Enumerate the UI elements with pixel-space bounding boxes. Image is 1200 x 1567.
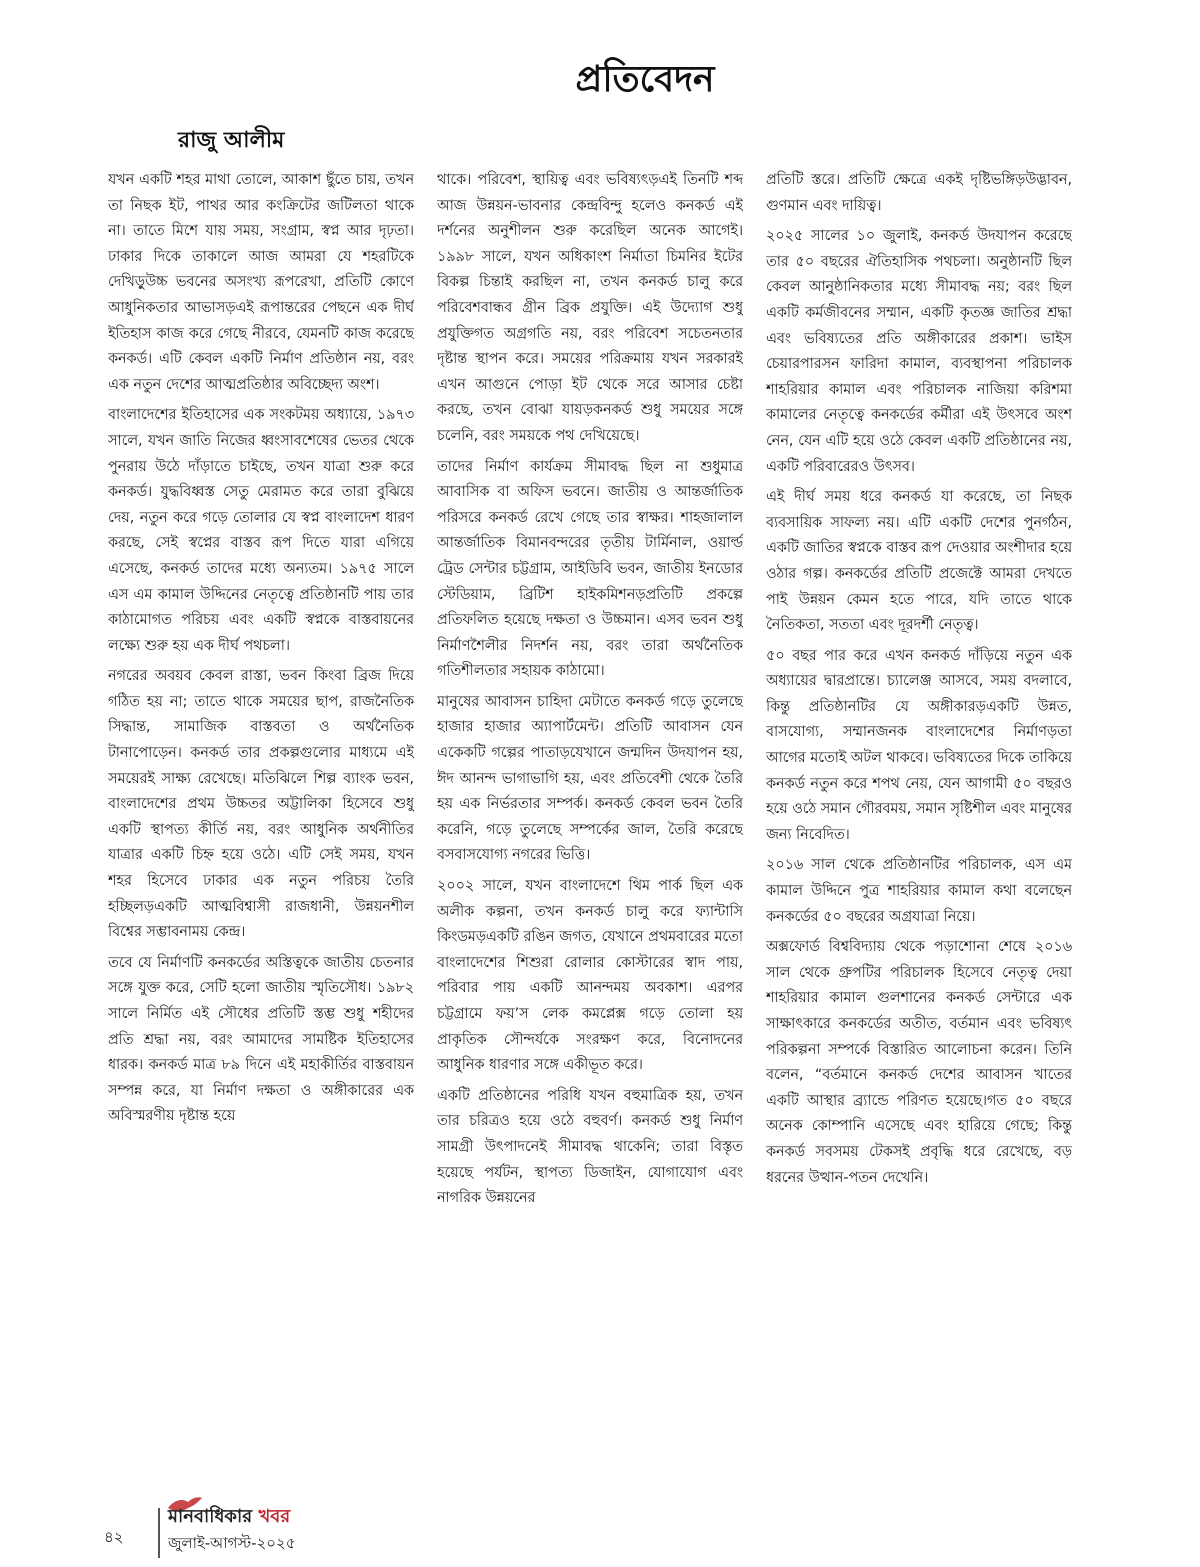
article-column-1 [108,168,414,1538]
magazine-name-accent: খবর [258,1506,291,1527]
page-footer [0,1490,1200,1567]
paragraph: মানুষের আবাসন চাহিদা মেটাতে কনকর্ড গড়ে তুলেছে হাজার হাজার অ্যাপার্টমেন্ট। প্রতিটি আবাসন যেন একেকটি গল্পের পাতাড়যেখানে জন্মদিন উদযাপন হয়, ঈদ আনন্দ ভাগাভাগি হয়, এবং প্রতিবেশী থেকে তৈরি হয় এক নির্ভরতার সম্পর্ক। কনকর্ড কেবল ভবন তৈরি করেনি, গড়ে তুলেছে সম্পর্কের জাল, তৈরি করেছে বসবাসযোগ্য নগরের ভিত্তি। [437,693,743,864]
section-title: প্রতিবেদন [575,58,715,100]
paragraph: ২০১৬ সাল থেকে প্রতিষ্ঠানটির পরিচালক, এস এম কামাল উদ্দিনে পুত্র শাহরিয়ার কামাল কথা বলেছেন কনকর্ডের ৫০ বছরের অগ্রযাত্রা নিয়ে। [766,857,1072,925]
paragraph: থাকে। পরিবেশ, স্থায়িত্ব এবং ভবিষ্যৎড়এই তিনটি শব্দ আজ উন্নয়ন-ভাবনার কেন্দ্রবিন্দু হলেও কনকর্ড এই দর্শনের অনুশীলন শুরু করেছিল অনেক আগেই। ১৯৯৮ সালে, যখন অধিকাংশ নির্মাতা চিমনির ইটের বিকল্প চিন্তাই করছিল না, তখন কনকর্ড চালু করে পরিবেশবান্ধব গ্রীন ব্রিক প্রযুক্তি। এই উদ্যোগ শুধু প্রযুক্তিগত অগ্রগতি নয়, বরং পরিবেশ সচেতনতার দৃষ্টান্ত স্থাপন করে। সময়ের পরিক্রমায় যখন সরকারই এখন আগুনে পোড়া ইট থেকে সরে আসার চেষ্টা করছে, তখন বোঝা যায়ড়কনকর্ড শুধু সময়ের সঙ্গে চলেনি, বরং সময়কে পথ দেখিয়েছে। [437,172,743,444]
paragraph: তাদের নির্মাণ কার্যক্রম সীমাবদ্ধ ছিল না শুধুমাত্র আবাসিক বা অফিস ভবনে। জাতীয় ও আন্তর্জাতিক পরিসরে কনকর্ড রেখে গেছে তার স্বাক্ষর। শাহজালাল আন্তর্জাতিক বিমানবন্দরের তৃতীয় টার্মিনাল, ওয়ার্ল্ড ট্রেড সেন্টার চট্টগ্রাম, আইডিবি ভবন, জাতীয় ইনডোর স্টেডিয়াম, ব্রিটিশ হাইকমিশনড়প্রতিটি প্রকল্পে প্রতিফলিত হয়েছে দক্ষতা ও উচ্চমান। এসব ভবন শুধু নির্মাণশৈলীর নিদর্শন নয়, বরং তারা অর্থনৈতিক গতিশীলতার সহায়ক কাঠামো। [437,458,743,680]
article-column-2 [437,168,743,1538]
issue-date: জুলাই-আগস্ট-২০২৫ [168,1534,296,1552]
paragraph: একটি প্রতিষ্ঠানের পরিধি যখন বহুমাত্রিক হয়, তখন তার চরিত্রও হয়ে ওঠে বহুবর্ণ। কনকর্ড শুধু নির্মাণ সামগ্রী উৎপাদনেই সীমাবদ্ধ থাকেনি; তারা বিস্তৃত হয়েছে পর্যটন, স্থাপত্য ডিজাইন, যোগাযোগ এবং নাগরিক উন্নয়নের [437,1087,743,1207]
paragraph: প্রতিটি স্তরে। প্রতিটি ক্ষেত্রে একই দৃষ্টিভঙ্গিড়উদ্ভাবন, গুণমান এবং দায়িত্ব। [766,172,1072,214]
author-name: রাজু আলীম [178,128,285,153]
page-number: ৪২ [104,1528,124,1546]
paragraph: ২০০২ সালে, যখন বাংলাদেশে থিম পার্ক ছিল এক অলীক কল্পনা, তখন কনকর্ড চালু করে ফ্যান্টাসি কিংডমড়একটি রঙিন জগত, যেখানে প্রথমবারের মতো বাংলাদেশের শিশুরা রোলার কোস্টারের স্বাদ পায়, পরিবার পায় একটি আনন্দময় অবকাশ। এরপর চট্টগ্রামে ফয়’স লেক কমপ্লেক্স গড়ে তোলা হয় প্রাকৃতিক সৌন্দর্যকে সংরক্ষণ করে, বিনোদনের আধুনিক ধারণার সঙ্গে একীভূত করে। [437,878,743,1074]
magazine-name [168,1502,290,1533]
paragraph: অক্সফোর্ড বিশ্ববিদ্যায় থেকে পড়াশোনা শেষে ২০১৬ সাল থেকে গ্রুপটির পরিচালক হিসেবে নেতৃত্ব দেয়া শাহরিয়ার কামাল গুলশানের কনকর্ড সেন্টারে এক সাক্ষাৎকারে কনকর্ডের অতীত, বর্তমান এবং ভবিষ্যৎ পরিকল্পনা সম্পর্কে বিস্তারিত আলোচনা করেন। তিনি বলেন, “বর্তমানে কনকর্ড দেশের আবাসন খাতের একটি আস্থার ব্র্যান্ডে পরিণত হয়েছে।গত ৫০ বছরে অনেক কোম্পানি এসেছে এবং হারিয়ে গেছে; কিন্তু কনকর্ড সবসময় টেকসই প্রবৃদ্ধি ধরে রেখেছে, বড় ধরনের উত্থান-পতন দেখেনি। [766,939,1072,1186]
paragraph: বাংলাদেশের ইতিহাসের এক সংকটময় অধ্যায়ে, ১৯৭৩ সালে, যখন জাতি নিজের ধ্বংসাবশেষের ভেতর থেকে পুনরায় উঠে দাঁড়াতে চাইছে, তখন যাত্রা শুরু করে কনকর্ড। যুদ্ধবিধ্বস্ত সেতু মেরামত করে তারা বুঝিয়ে দেয়, নতুন করে গড়ে তোলার যে স্বপ্ন বাংলাদেশ ধারণ করছে, সেই স্বপ্নের বাস্তব রূপ দিতে যারা এগিয়ে এসেছে, কনকর্ড তাদের মধ্যে অন্যতম। ১৯৭৫ সালে এস এম কামাল উদ্দিনের নেতৃত্বে প্রতিষ্ঠানটি পায় তার কাঠামোগত পরিচয় এবং একটি স্বপ্নকে বাস্তবায়নের লক্ষ্যে শুরু হয় এক দীর্ঘ পথচলা। [108,407,414,654]
paragraph: যখন একটি শহর মাথা তোলে, আকাশ ছুঁতে চায়, তখন তা নিছক ইট, পাথর আর কংক্রিটের জটিলতা থাকে না। তাতে মিশে যায় সময়, সংগ্রাম, স্বপ্ন আর দৃঢ়তা। ঢাকার দিকে তাকালে আজ আমরা যে শহরটিকে দেখিড়ুউচ্চ ভবনের অসংখ্য রূপরেখা, প্রতিটি কোণে আধুনিকতার আভাসড়এই রূপান্তরের পেছনে এক দীর্ঘ ইতিহাস কাজ করে গেছে নীরবে, যেমনটি কাজ করেছে কনকর্ড। এটি কেবল একটি নির্মাণ প্রতিষ্ঠান নয়, বরং এক নতুন দেশের আত্মপ্রতিষ্ঠার অবিচ্ছেদ্য অংশ। [108,172,414,393]
paragraph: এই দীর্ঘ সময় ধরে কনকর্ড যা করেছে, তা নিছক ব্যবসায়িক সাফল্য নয়। এটি একটি দেশের পুনর্গঠন, একটি জাতির স্বপ্নকে বাস্তব রূপ দেওয়ার অংশীদার হয়ে ওঠার গল্প। কনকর্ডের প্রতিটি প্রজেক্টে আমরা দেখতে পাই উন্নয়ন কেমন হতে পারে, যদি তাতে থাকে নৈতিকতা, সততা এবং দূরদর্শী নেতৃত্ব। [766,489,1072,634]
paragraph: ২০২৫ সালের ১০ জুলাই, কনকর্ড উদযাপন করেছে তার ৫০ বছরের ঐতিহাসিক পথচলা। অনুষ্ঠানটি ছিল কেবল আনুষ্ঠানিকতার মধ্যে সীমাবদ্ধ নয়; বরং ছিল একটি কর্মজীবনের সম্মান, একটি কৃতজ্ঞ জাতির শ্রদ্ধা এবং ভবিষ্যতের প্রতি অঙ্গীকারের প্রকাশ। ভাইস চেয়ারপারসন ফারিদা কামাল, ব্যবস্থাপনা পরিচালক শাহরিয়ার কামাল এবং পরিচালক নাজিয়া করিশমা কামালের নেতৃত্বে কনকর্ডের কর্মীরা এই উৎসবে অংশ নেন, যেন এটি হয়ে ওঠে কেবল একটি প্রতিষ্ঠানের নয়, একটি পরিবারেরও উৎসব। [766,228,1072,475]
paragraph: ৫০ বছর পার করে এখন কনকর্ড দাঁড়িয়ে নতুন এক অধ্যায়ের দ্বারপ্রান্তে। চ্যালেঞ্জ আসবে, সময় বদলাবে, কিন্তু প্রতিষ্ঠানটির যে অঙ্গীকারড়একটি উন্নত, বাসযোগ্য, সম্মানজনক বাংলাদেশের নির্মাণড়তা আগের মতোই অটল থাকবে। ভবিষ্যতের দিকে তাকিয়ে কনকর্ড নতুন করে শপথ নেয়, যেন আগামী ৫০ বছরও হয়ে ওঠে সমান গৌরবময়, সমান সৃষ্টিশীল এবং মানুষের জন্য নিবেদিত। [766,647,1072,843]
paragraph: নগরের অবয়ব কেবল রাস্তা, ভবন কিংবা ব্রিজ দিয়ে গঠিত হয় না; তাতে থাকে সময়ের ছাপ, রাজনৈতিক সিদ্ধান্ত, সামাজিক বাস্তবতা ও অর্থনৈতিক টানাপোড়েন। কনকর্ড তার প্রকল্পগুলোর মাধ্যমে এই সময়েরই সাক্ষ্য রেখেছে। মতিঝিলে শিল্প ব্যাংক ভবন, বাংলাদেশের প্রথম উচ্চতর অট্টালিকা হিসেবে শুধু একটি স্থাপত্য কীর্তি নয়, বরং আধুনিক অর্থনীতির যাত্রার একটি চিহ্ন হয়ে ওঠে। এটি সেই সময়, যখন শহর হিসেবে ঢাকার এক নতুন পরিচয় তৈরি হচ্ছিলড়একটি আত্মবিশ্বাসী রাজধানী, উন্নয়নশীল বিশ্বের সম্ভাবনাময় কেন্দ্র। [108,668,414,941]
footer-divider [158,1508,160,1558]
paragraph: তবে যে নির্মাণটি কনকর্ডের অস্তিত্বকে জাতীয় চেতনার সঙ্গে যুক্ত করে, সেটি হলো জাতীয় স্মৃতিসৌধ। ১৯৮২ সালে নির্মিত এই সৌধের প্রতিটি স্তম্ভ শুধু শহীদের প্রতি শ্রদ্ধা নয়, বরং আমাদের সামষ্টিক ইতিহাসের ধারক। কনকর্ড মাত্র ৮৯ দিনে এই মহাকীর্তির বাস্তবায়ন সম্পন্ন করে, যা নির্মাণ দক্ষতা ও অঙ্গীকারের এক অবিস্মরণীয় দৃষ্টান্ত হয়ে [108,954,414,1125]
article-column-3 [766,168,1072,1538]
magazine-name-main: মানবাধিকার [168,1506,253,1527]
